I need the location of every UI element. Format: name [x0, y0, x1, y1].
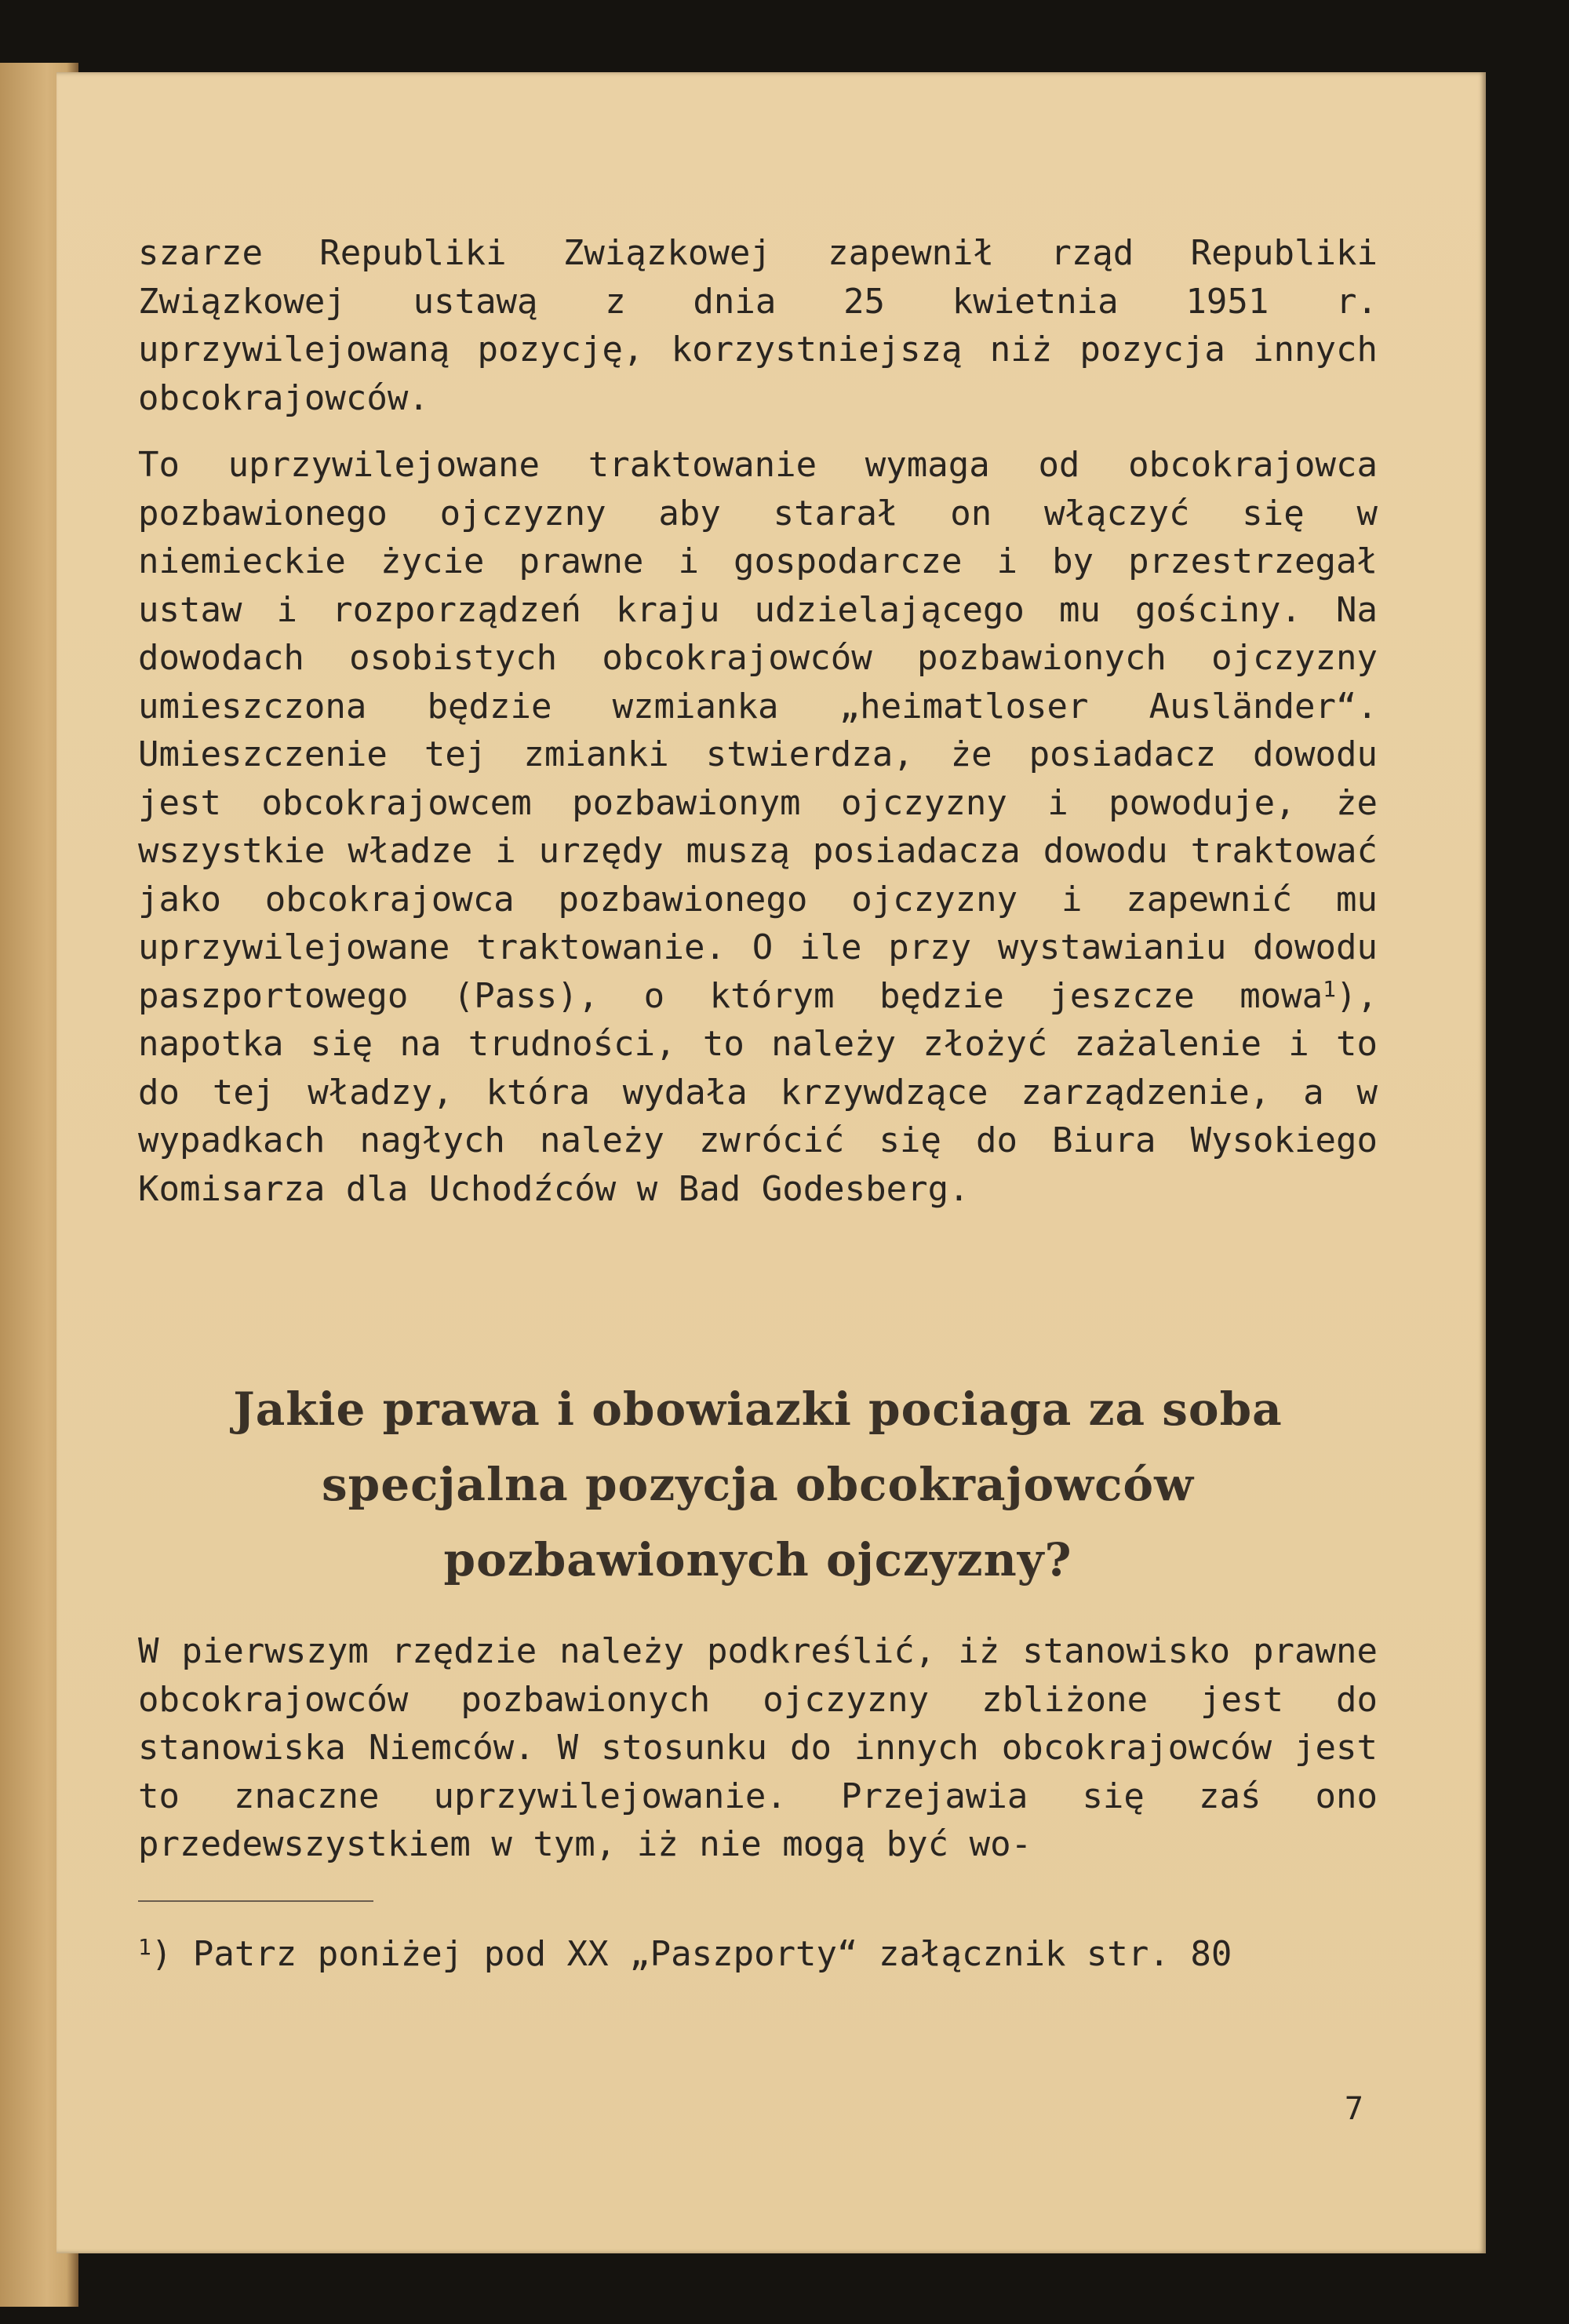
paragraph-2-part-a: To uprzywilejowane traktowanie wymaga od obcokrajowca pozbawionego ojczyzny aby starał on włączyć się w niemieckie życie prawne i gospodarcze i by przestrzegał ustaw i rozporządzeń kraju udzielającego mu gościny. Na dowodach osobistych obcokrajowców pozbawionych ojczyzny umieszczona będzie wzmianka „heimatloser Ausländer“. Umieszczenie tej zmianki stwierdza, że posiadacz dowodu jest obcokrajowcem pozbawionym ojczyzny i powoduje, że wszystkie władze i urzędy muszą posiadacza dowodu traktować jako obcokrajowca pozbawionego ojczyzny i zapewnić mu uprzywilejowane traktowanie. O ile przy wystawianiu dowodu paszportowego (Pass), o którym będzie jeszcze mowa	[138, 445, 1378, 1016]
paragraph-2	[138, 441, 1378, 1213]
footnote-marker: 1	[138, 1933, 151, 1960]
page-number: 7	[1344, 2091, 1363, 2127]
paragraph-1: szarze Republiki Związkowej zapewnił rząd Republiki Związkowej ustawą z dnia 25 kwietnia 1951 r. uprzywilejowaną pozycję, korzystniejszą niż pozycja innych obcokrajowców.	[138, 233, 1378, 418]
paragraph-2-part-b: ), napotka się na trudności, to należy złożyć zażalenie i to do tej władzy, która wydała krzywdzące zarządzenie, a w wypadkach nagłych należy zwrócić się do Biura Wysokiego Komisarza dla Uchodźców w Bad Godesberg.	[138, 975, 1378, 1209]
paragraph-3: W pierwszym rzędzie należy podkreślić, iż stanowisko prawne obcokrajowców pozbawionych ojczyzny zbliżone jest do stanowiska Niemców. W stosunku do innych obcokrajowców jest to znaczne uprzywilejowanie. Przejawia się zaś ono przedewszystkiem w tym, iż nie mogą być wo-	[138, 1631, 1378, 1864]
footnote-divider	[138, 1900, 373, 1902]
page-content	[138, 229, 1378, 1978]
section-heading: Jakie prawa i obowiazki pociaga za soba specjalna pozycja obcokrajowców pozbawionych ojczyzny?	[233, 1382, 1283, 1586]
footnote-text: ) Patrz poniżej pod XX „Paszporty“ załącznik str. 80	[151, 1933, 1232, 1974]
footnote	[138, 1924, 1378, 1978]
footnote-reference: 1	[1323, 975, 1337, 1002]
book-page	[56, 72, 1486, 2253]
